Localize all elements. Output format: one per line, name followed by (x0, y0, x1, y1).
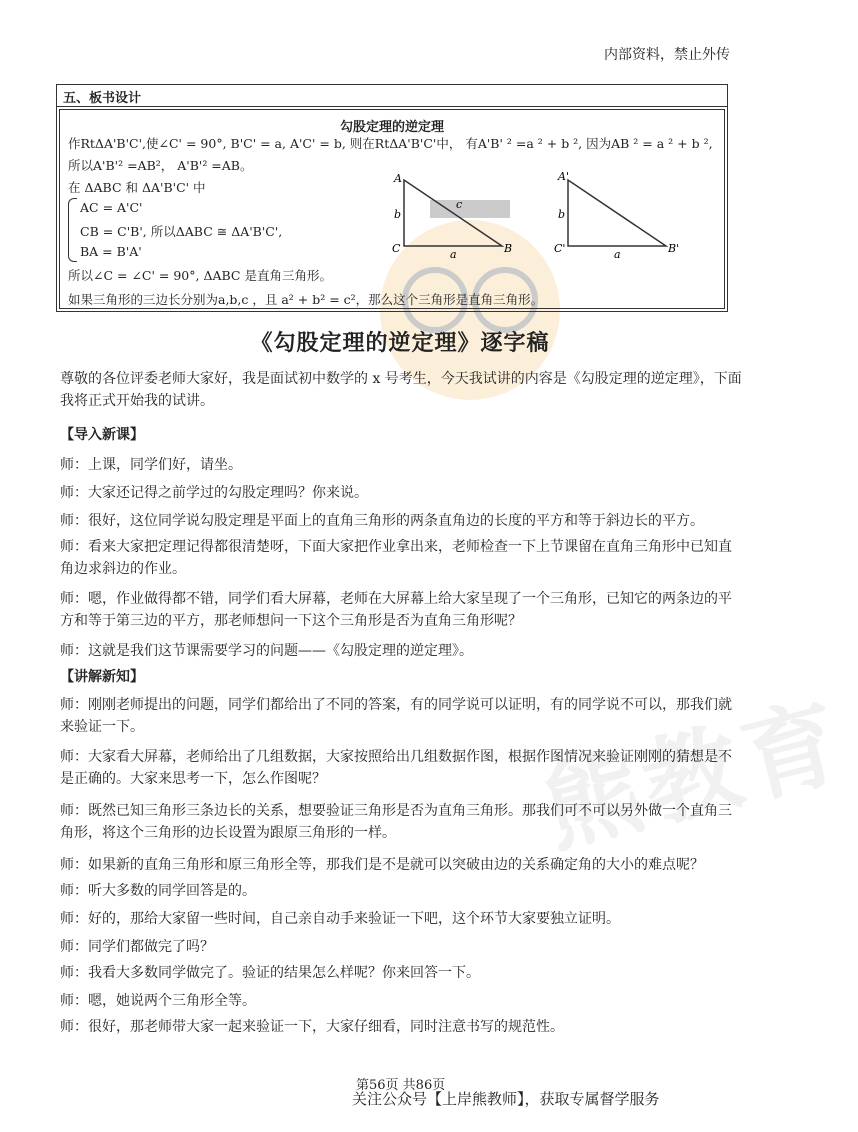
label-C-prime: C' (554, 242, 566, 255)
label-a-prime: a (614, 248, 621, 261)
dialogue-line: 师：同学们都做完了吗？ (60, 939, 214, 955)
document-title: 《勾股定理的逆定理》逐字稿 (250, 330, 550, 356)
board-line: 作RtΔA'B'C',使∠C' = 90°, B'C' = a, A'C' = b, 则在RtΔA'B'C'中， 有A'B' ² =a ² + b ², 因为AB ² = a ² + b ², (68, 136, 713, 151)
board-design (56, 84, 728, 312)
board-heading: 五、板书设计 (57, 85, 727, 107)
page-number: 第56页 共86页 (356, 1078, 446, 1093)
dialogue-line: 师：上课，同学们好，请坐。 (60, 457, 242, 473)
dialogue-line: 师：既然已知三角形三条边长的关系，想要验证三角形是否为直角三角形。那我们可不可以另外做一个直角三角形，将这个三角形的边长设置为跟原三角形的一样。 (60, 803, 732, 841)
dialogue-line: 师：嗯，作业做得都不错，同学们看大屏幕，老师在大屏幕上给大家呈现了一个三角形，已知它的两条边的平方和等于第三边的平方，那老师想问一下这个三角形是否为直角三角形呢？ (60, 591, 732, 629)
dialogue-line: 师：刚刚老师提出的问题，同学们都给出了不同的答案，有的同学说可以证明，有的同学说不可以，那我们就来验证一下。 (60, 697, 732, 735)
footer-cta: 关注公众号【上岸熊教师】，获取专属督学服务 (352, 1090, 660, 1108)
header-note: 内部资料，禁止外传 (604, 47, 730, 63)
dialogue-line: 师：如果新的直角三角形和原三角形全等，那我们是不是就可以突破由边的关系确定角的大小的难点呢？ (60, 857, 704, 873)
label-b: b (394, 208, 402, 221)
board-line: 如果三角形的三边长分别为a,b,c ，且 a² + b² = c²，那么这个三角形是直角三角形。 (68, 292, 544, 307)
dialogue-line: 师：听大多数的同学回答是的。 (60, 883, 256, 899)
dialogue-line: 师：大家看大屏幕，老师给出了几组数据，大家按照给出几组数据作图，根据作图情况来验证刚刚的猜想是不是正确的。大家来思考一下，怎么作图呢？ (60, 749, 732, 787)
brand-watermark: 熊教育 (532, 684, 857, 868)
board-title: 勾股定理的逆定理 (339, 120, 444, 135)
label-B-prime: B' (668, 242, 680, 255)
board-line: AC = A'C' (80, 200, 143, 215)
label-B: B (504, 242, 513, 255)
dialogue-line: 师：好的，那给大家留一些时间，自己亲自动手来验证一下吧，这个环节大家要独立证明。 (60, 911, 620, 927)
intro-paragraph: 尊敬的各位评委老师大家好，我是面试初中数学的 x 号考生，今天我试讲的内容是《勾股定理的逆定理》，下面我将正式开始我的试讲。 (60, 371, 742, 409)
dialogue-line: 师：这就是我们这节课需要学习的问题——《勾股定理的逆定理》。 (60, 643, 473, 659)
dialogue-line: 师：我看大多数同学做完了。验证的结果怎么样呢？你来回答一下。 (60, 965, 480, 981)
dialogue-line: 师：很好，这位同学说勾股定理是平面上的直角三角形的两条直角边的长度的平方和等于斜边长的平方。 (60, 513, 704, 529)
brace-symbol (68, 198, 77, 262)
board-line: BA = B'A' (80, 244, 142, 259)
dialogue-line: 师：嗯，她说两个三角形全等。 (60, 993, 256, 1009)
label-A-prime: A' (558, 170, 569, 183)
dialogue-line: 师：看来大家把定理记得都很清楚呀，下面大家把作业拿出来，老师检查一下上节课留在直角三角形中已知直角边求斜边的作业。 (60, 539, 732, 577)
board-content (59, 109, 725, 309)
label-b-prime: b (558, 208, 566, 221)
triangle-abc-diagram (390, 172, 520, 262)
dialogue-line: 师：很好，那老师带大家一起来验证一下，大家仔细看，同时注意书写的规范性。 (60, 1019, 564, 1035)
section-heading-intro: 【导入新课】 (60, 427, 144, 443)
dialogue-line: 师：大家还记得之前学过的勾股定理吗？你来说。 (60, 485, 368, 501)
board-line: 在 ΔABC 和 ΔA'B'C' 中 (68, 180, 206, 195)
label-A: A (394, 172, 402, 185)
triangle-a-prime-diagram (554, 172, 684, 262)
label-C: C (392, 242, 401, 255)
label-c: c (456, 198, 463, 211)
section-heading-new: 【讲解新知】 (60, 669, 144, 685)
board-line: 所以A'B'² =AB²， A'B'² =AB。 (68, 158, 253, 173)
board-line: 所以∠C = ∠C' = 90°, ΔABC 是直角三角形。 (68, 268, 332, 283)
board-line: CB = C'B', 所以ΔABC ≅ ΔA'B'C', (80, 224, 283, 239)
label-a: a (450, 248, 457, 261)
